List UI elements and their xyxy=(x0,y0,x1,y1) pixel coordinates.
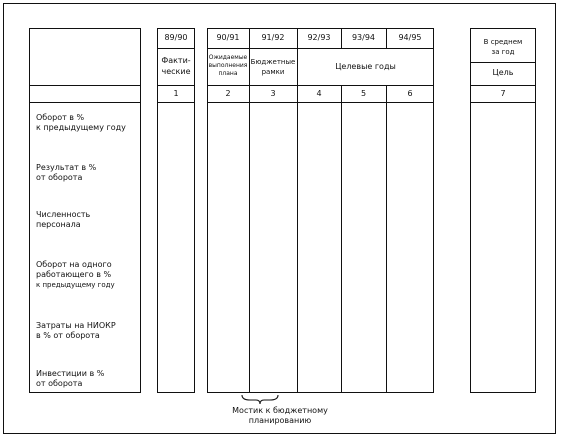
row-label-rnd: Затраты на НИОКР xyxy=(36,321,116,330)
goal-label: Цель xyxy=(492,68,514,77)
col-number-5: 5 xyxy=(360,89,367,98)
col-number-6: 6 xyxy=(407,89,413,98)
expected-label-line1: Ожидаемые xyxy=(208,54,248,61)
actual-label-line1: Факти- xyxy=(161,56,191,65)
col-divider-2-3 xyxy=(249,28,250,393)
planning-number-divider xyxy=(207,102,434,103)
col-divider-5-6-lower xyxy=(386,85,387,393)
label-number-divider xyxy=(29,102,141,103)
average-column xyxy=(470,28,536,393)
col-number-2: 2 xyxy=(225,89,231,98)
bridge-label-line1: Мостик к бюджетному xyxy=(232,406,328,415)
average-label-line2: за год xyxy=(491,48,515,56)
col-number-1: 1 xyxy=(173,89,179,98)
budget-label-line2: рамки xyxy=(261,68,285,76)
actual-column xyxy=(157,28,195,393)
row-label-result: Результат в % xyxy=(36,163,97,172)
bridge-bracket xyxy=(240,393,280,405)
year-90-91: 90/91 xyxy=(216,33,240,42)
row-label-turnover-sub: к предыдущему году xyxy=(36,123,126,132)
average-header-divider xyxy=(470,85,536,86)
col-number-7: 7 xyxy=(500,89,506,98)
row-label-turnover-per-worker: Оборот на одного xyxy=(36,260,112,269)
actual-header-divider xyxy=(157,85,195,86)
actual-label-line2: ческие xyxy=(161,67,191,76)
row-label-rnd-sub: в % от оборота xyxy=(36,331,100,340)
planning-year-divider xyxy=(207,48,434,49)
bridge-label-line2: планированию xyxy=(248,416,312,425)
average-title-divider xyxy=(470,62,536,63)
row-label-headcount: Численность xyxy=(36,210,91,219)
row-label-headcount-sub: персонала xyxy=(36,220,81,229)
row-label-investment: Инвестиции в % xyxy=(36,369,105,378)
planning-header-divider xyxy=(207,85,434,86)
actual-number-divider xyxy=(157,102,195,103)
col-divider-4-5-lower xyxy=(341,85,342,393)
col-number-4: 4 xyxy=(316,89,322,98)
year-92-93: 92/93 xyxy=(307,33,331,42)
col-divider-3-4 xyxy=(297,28,298,393)
row-label-investment-sub: от оборота xyxy=(36,379,83,388)
budget-label-line1: Бюджетные xyxy=(250,58,296,66)
row-label-turnover-per-worker-sub: работающего в % xyxy=(36,270,112,279)
year-93-94: 93/94 xyxy=(351,33,376,42)
average-number-divider xyxy=(470,102,536,103)
label-header-divider xyxy=(29,85,141,86)
year-91-92: 91/92 xyxy=(261,33,285,42)
col-number-3: 3 xyxy=(270,89,276,98)
year-89-90: 89/90 xyxy=(164,33,188,42)
expected-label-line2: выполнения xyxy=(208,62,248,69)
row-label-turnover-per-worker-sub2: к предыдущему году xyxy=(36,281,115,289)
actual-year-divider xyxy=(157,48,195,49)
average-label-line1: В среднем xyxy=(483,38,523,46)
expected-label-line3: плана xyxy=(218,70,238,77)
row-label-turnover: Оборот в % xyxy=(36,113,85,122)
year-94-95: 94/95 xyxy=(398,33,422,42)
row-label-result-sub: от оборота xyxy=(36,173,83,182)
planning-block xyxy=(207,28,434,393)
target-years-label: Целевые годы xyxy=(335,62,396,71)
